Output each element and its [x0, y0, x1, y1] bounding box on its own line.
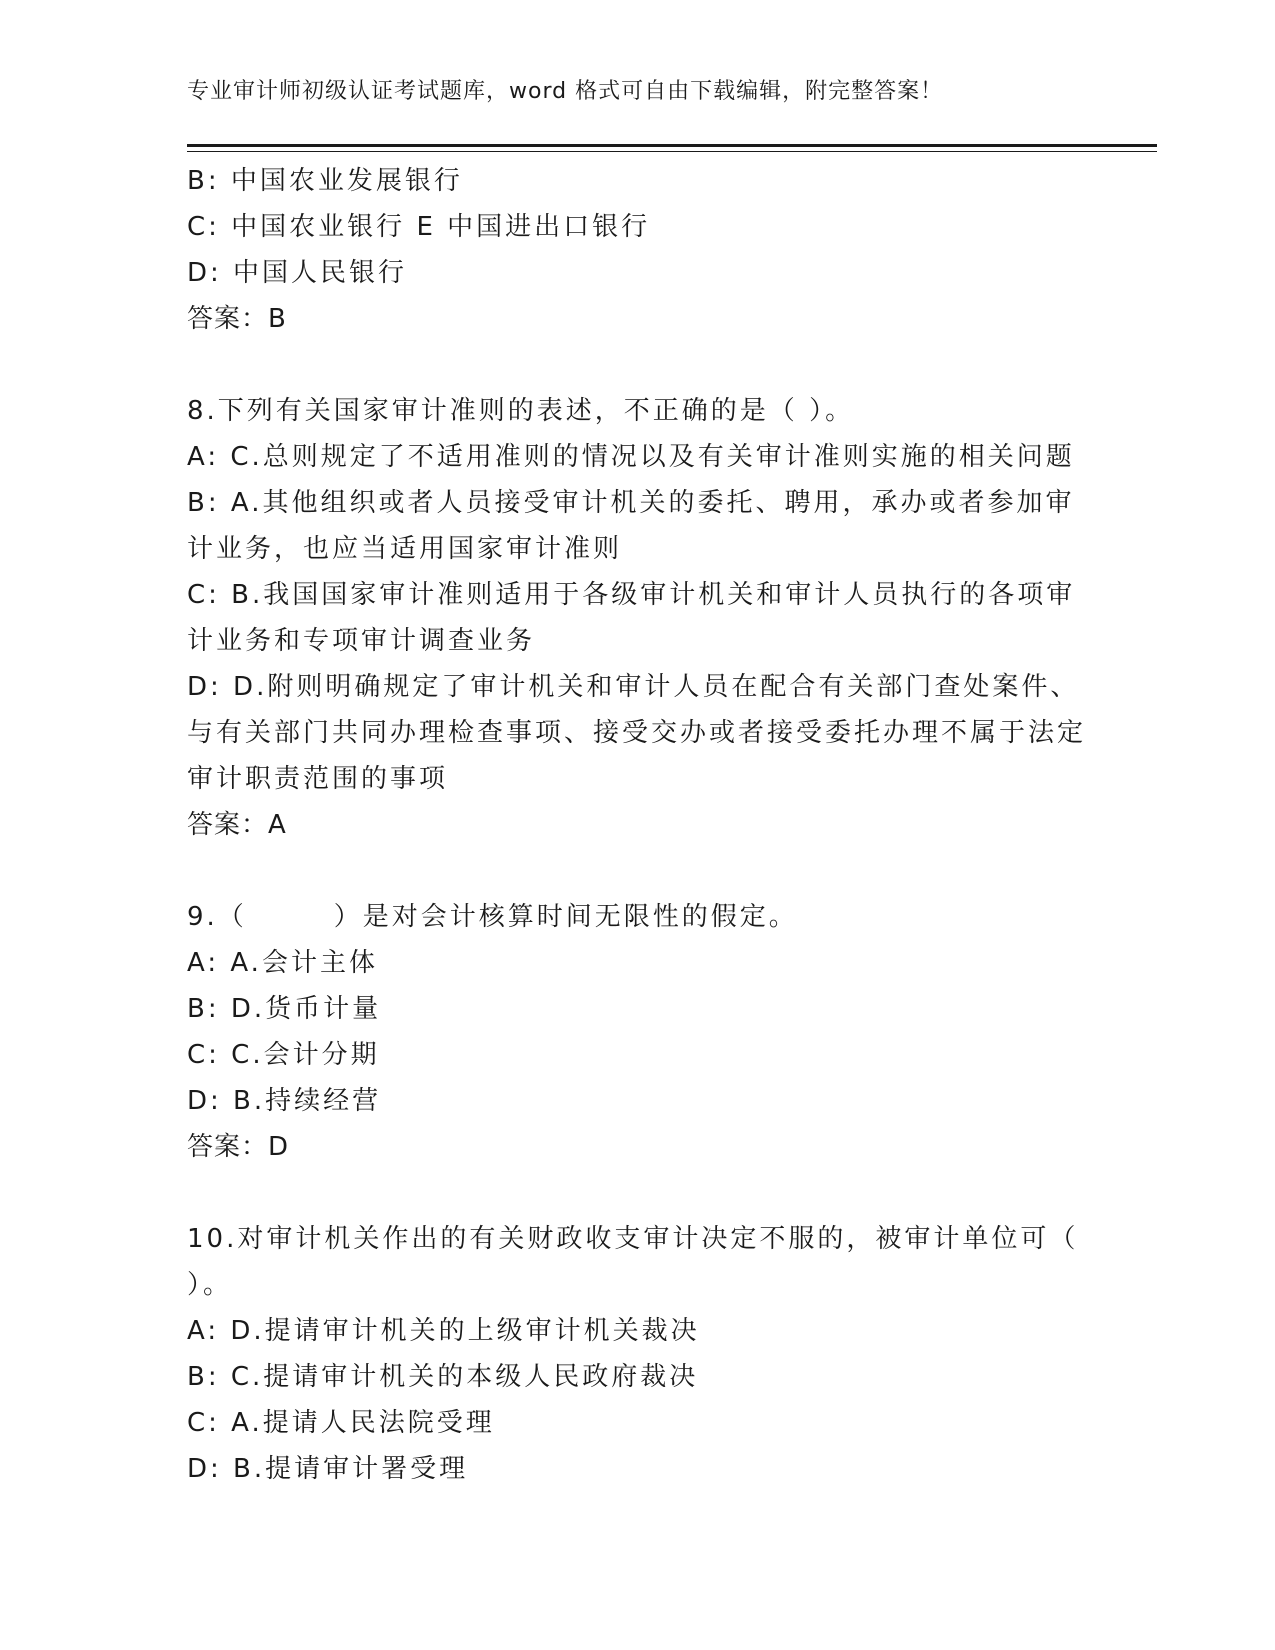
header-rule-thin	[187, 151, 1157, 152]
spacer	[187, 342, 1087, 388]
option-line: C: 中国农业银行 E 中国进出口银行	[187, 212, 651, 242]
question-stem: 8.下列有关国家审计准则的表述，不正确的是（ ）。	[187, 396, 855, 426]
option-line: B: A.其他组织或者人员接受审计机关的委托、聘用，承办或者参加审计业务，也应当适用国家审计准则	[187, 488, 1075, 564]
option-line: D: B.持续经营	[187, 1086, 382, 1116]
spacer	[187, 848, 1087, 894]
option-line: B: C.提请审计机关的本级人民政府裁决	[187, 1362, 699, 1392]
option-line: B: D.货币计量	[187, 994, 382, 1024]
answer-line: 答案：A	[187, 810, 287, 840]
option-line: C: C.会计分期	[187, 1040, 380, 1070]
header-rule-thick	[187, 144, 1157, 147]
question-block	[187, 1216, 1087, 1492]
option-line: B: 中国农业发展银行	[187, 166, 463, 196]
option-line: A: A.会计主体	[187, 948, 378, 978]
option-line: D: B.提请审计署受理	[187, 1454, 469, 1484]
option-line: D: D.附则明确规定了审计机关和审计人员在配合有关部门查处案件、与有关部门共同办理检查事项、接受交办或者接受委托办理不属于法定审计职责范围的事项	[187, 672, 1087, 794]
spacer	[187, 1170, 1087, 1216]
page-header: 专业审计师初级认证考试题库，word 格式可自由下载编辑，附完整答案！	[187, 79, 944, 104]
answer-line: 答案：D	[187, 1132, 290, 1162]
option-line: D: 中国人民银行	[187, 258, 408, 288]
answer-line: 答案：B	[187, 304, 287, 334]
option-line: C: B.我国国家审计准则适用于各级审计机关和审计人员执行的各项审计业务和专项审计调查业务	[187, 580, 1076, 656]
question-block	[187, 388, 1087, 848]
document-body	[187, 158, 1087, 1492]
question-stem: 9.（ ）是对会计核算时间无限性的假定。	[187, 902, 798, 932]
option-line: C: A.提请人民法院受理	[187, 1408, 495, 1438]
question-stem: 10.对审计机关作出的有关财政收支审计决定不服的，被审计单位可（ ）。	[187, 1224, 1079, 1300]
option-line: A: C.总则规定了不适用准则的情况以及有关审计准则实施的相关问题	[187, 442, 1075, 472]
question-block	[187, 894, 1087, 1170]
option-line: A: D.提请审计机关的上级审计机关裁决	[187, 1316, 700, 1346]
